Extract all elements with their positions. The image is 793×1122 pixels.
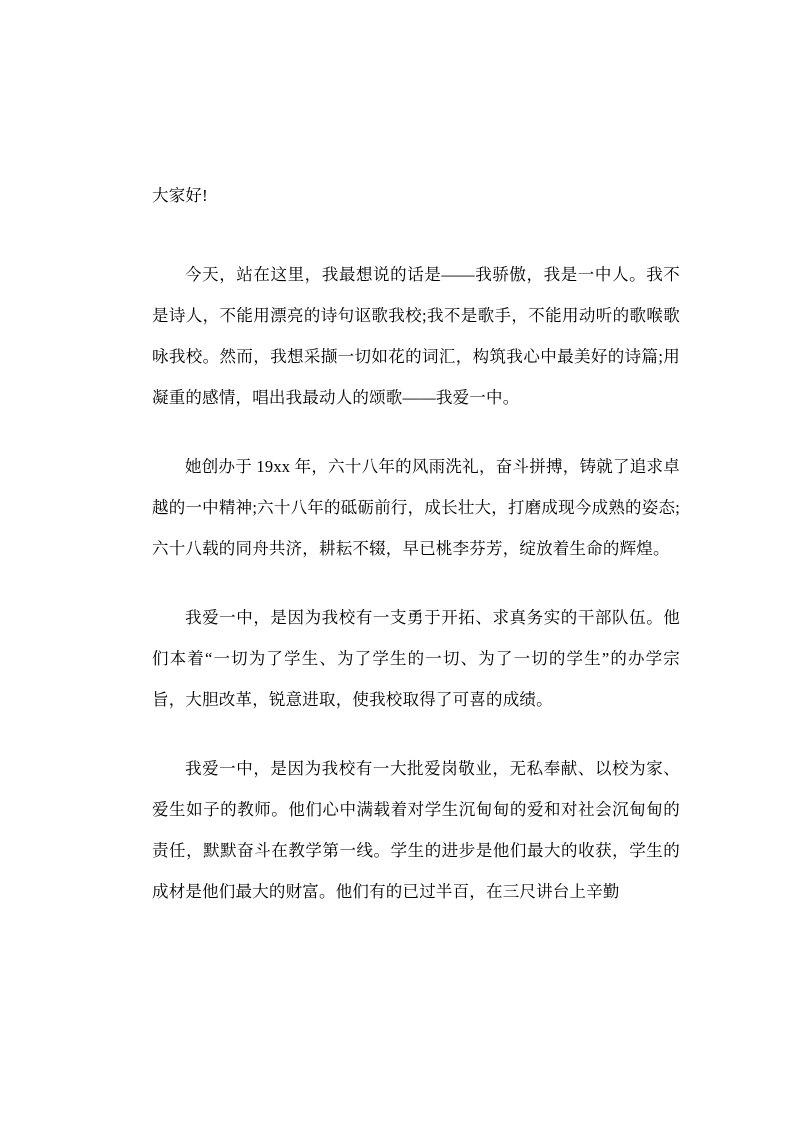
paragraph-1: 今天，站在这里，我最想说的话是——我骄傲，我是一中人。我不是诗人，不能用漂亮的诗句讴歌我校;我不是歌手，不能用动听的歌喉歌咏我校。然而，我想采撷一切如花的词汇，构筑我心中最美好的诗篇;用凝重的感情，唱出我最动人的颂歌——我爱一中。 <box>152 265 680 407</box>
paragraph-greeting: 大家好! <box>152 186 208 205</box>
paragraph-4: 我爱一中，是因为我校有一大批爱岗敬业，无私奉献、以校为家、爱生如子的教师。他们心中满载着对学生沉甸甸的爱和对社会沉甸甸的责任，默默奋斗在教学第一线。学生的进步是他们最大的收获，学生的成材是他们最大的财富。他们有的已过半百，在三尺讲台上辛勤 <box>152 759 680 901</box>
paragraph-2: 她创办于 19xx 年，六十八年的风雨洗礼，奋斗拼搏，铸就了追求卓越的一中精神;六十八年的砥砺前行，成长壮大，打磨成现今成熟的姿态;六十八载的同舟共济，耕耘不辍，早已桃李芬芳，绽放着生命的辉煌。 <box>152 457 680 558</box>
document-body <box>152 175 680 912</box>
paragraph-3: 我爱一中，是因为我校有一支勇于开拓、求真务实的干部队伍。他们本着“一切为了学生、为了学生的一切、为了一切的学生”的办学宗旨，大胆改革，锐意进取，使我校取得了可喜的成绩。 <box>152 608 680 709</box>
